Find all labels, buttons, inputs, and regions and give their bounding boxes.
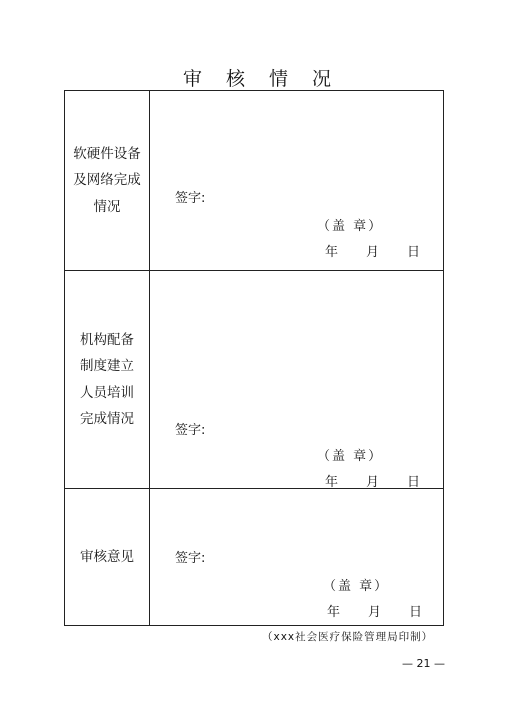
row-label-line: 机构配备 (80, 331, 134, 348)
row-label-cell (65, 91, 149, 270)
date-line (325, 471, 420, 490)
date-month-label: 月 (366, 245, 380, 260)
row-label-line: 及网络完成 (73, 172, 141, 189)
footer-note: （xxx社会医疗保险管理局印制） (262, 631, 434, 643)
signature-label: 签字: (175, 423, 206, 438)
table-row-hardware (65, 91, 443, 271)
seal-label: （盖 章） (317, 449, 384, 464)
signature-label: 签字: (175, 191, 206, 206)
date-line (327, 601, 422, 620)
date-month-label: 月 (368, 605, 382, 620)
column-divider (149, 489, 150, 625)
date-month-label: 月 (366, 475, 380, 490)
row-label-cell (65, 489, 149, 625)
date-day-label: 日 (407, 475, 421, 490)
seal-label: （盖 章） (323, 579, 390, 594)
table-row-review-opinion (65, 489, 443, 625)
page-title: 审 核 情 况 (182, 68, 341, 90)
seal-label: （盖 章） (317, 219, 384, 234)
column-divider (149, 271, 150, 488)
row-label-line: 软硬件设备 (73, 145, 141, 162)
date-year-label: 年 (325, 245, 339, 260)
date-line (325, 241, 420, 260)
table-row-organization (65, 271, 443, 489)
row-label-line: 制度建立 (80, 358, 134, 374)
row-label-line: 完成情况 (80, 411, 134, 427)
column-divider (149, 91, 150, 270)
page-number: — 21 — (402, 657, 445, 670)
signature-label: 签字: (175, 551, 206, 566)
row-label-line: 审核意见 (80, 548, 134, 565)
date-year-label: 年 (327, 605, 341, 620)
review-form-table (64, 90, 444, 626)
date-day-label: 日 (407, 245, 421, 260)
date-year-label: 年 (325, 475, 339, 490)
date-day-label: 日 (409, 605, 423, 620)
row-label-line: 情况 (93, 198, 121, 215)
row-label-line: 人员培训 (80, 384, 134, 401)
row-label-cell (65, 271, 149, 488)
